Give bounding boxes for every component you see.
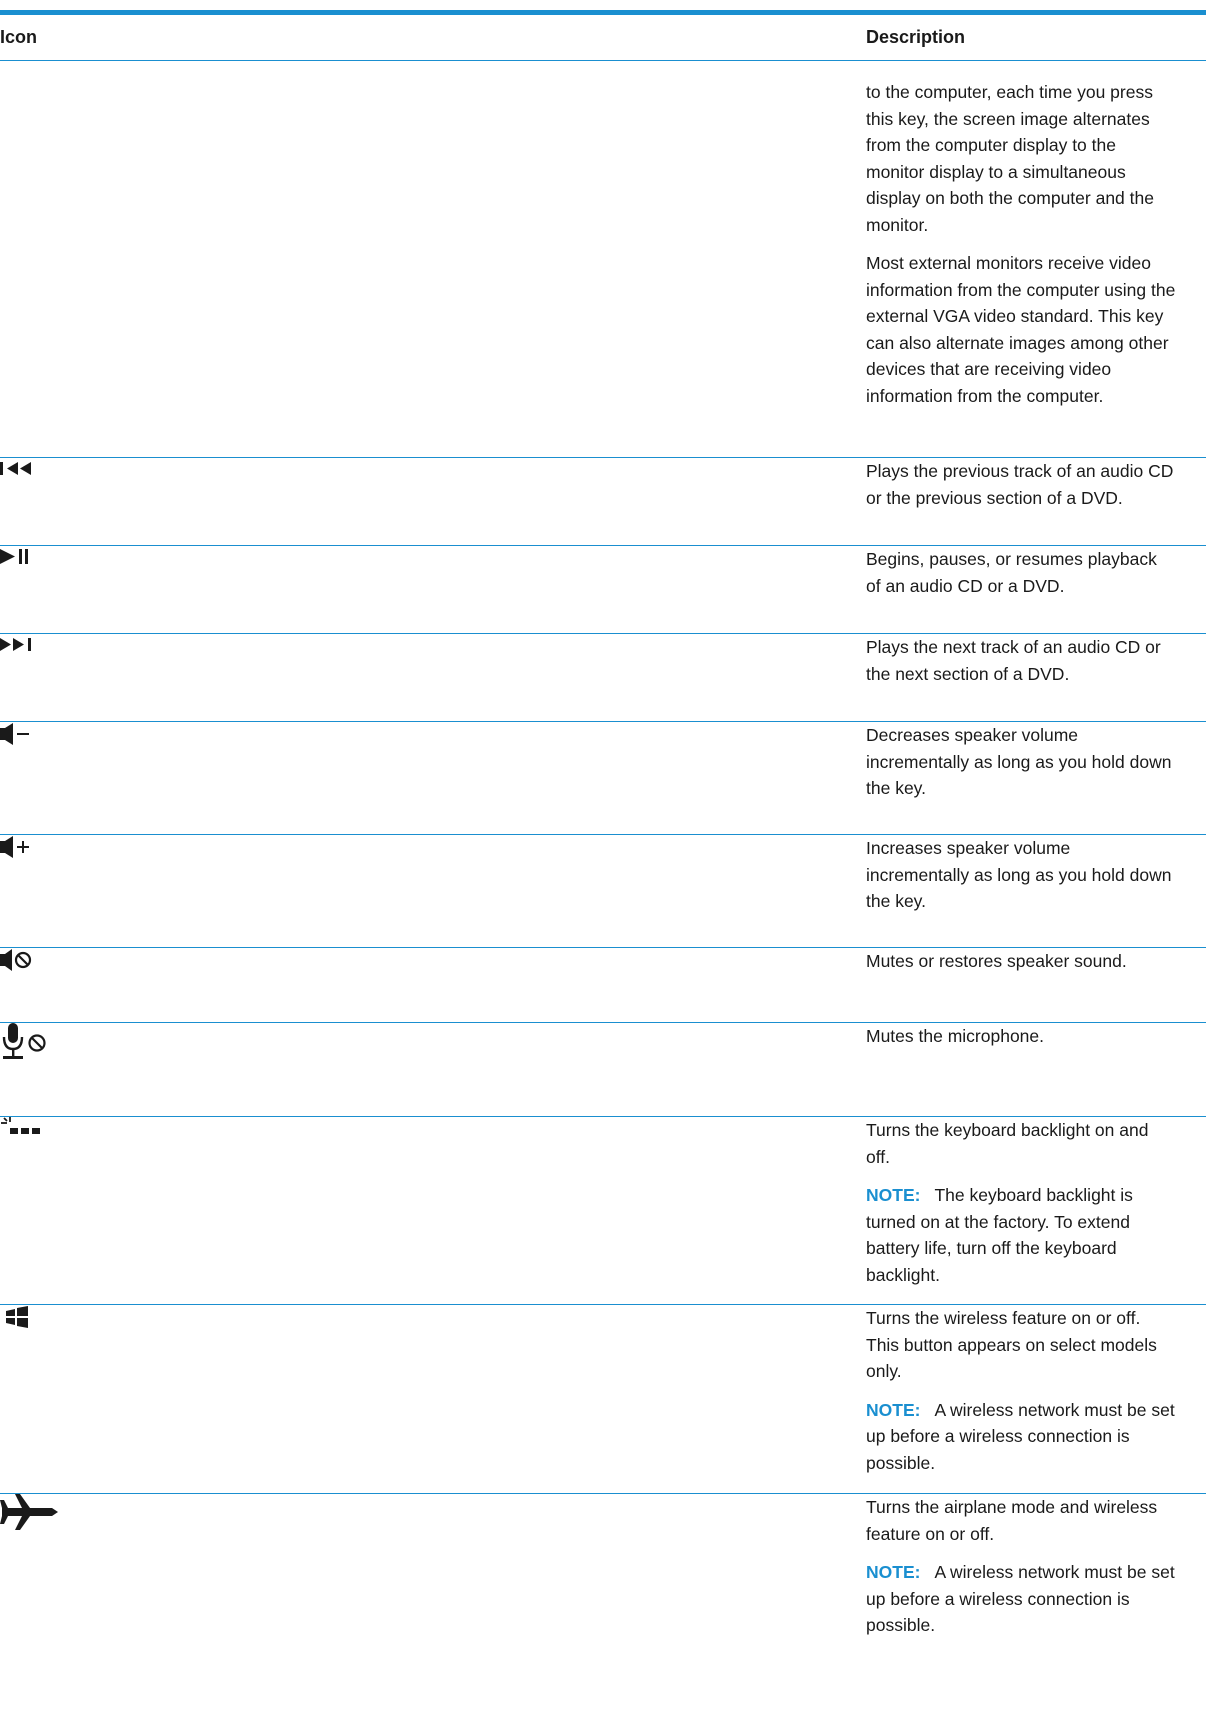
previous-track-icon — [0, 458, 866, 478]
description-cell — [866, 61, 1206, 458]
table-row — [0, 1494, 1206, 1714]
note-paragraph — [866, 1182, 1176, 1288]
icon-cell — [0, 1023, 866, 1117]
table-row — [0, 1117, 1206, 1305]
mute-microphone-icon — [0, 1023, 866, 1063]
mute-speaker-icon — [0, 948, 866, 972]
action-keys-table — [0, 10, 1206, 1714]
note-label: NOTE: — [866, 1185, 920, 1205]
description-cell — [866, 458, 1206, 546]
description-cell — [866, 1117, 1206, 1305]
table-row — [0, 948, 1206, 1023]
table-header-row — [0, 13, 1206, 61]
description-text: Begins, pauses, or resumes playback of an audio CD or a DVD. — [866, 546, 1176, 599]
play-pause-icon — [0, 546, 866, 566]
volume-up-icon — [0, 835, 866, 859]
note-label: NOTE: — [866, 1400, 920, 1420]
icon-cell — [0, 948, 866, 1023]
icon-cell — [0, 835, 866, 948]
table-row — [0, 458, 1206, 546]
table-row — [0, 1023, 1206, 1117]
description-cell — [866, 722, 1206, 835]
description-text: Turns the keyboard backlight on and off. — [866, 1117, 1176, 1170]
description-text: Most external monitors receive video information from the computer using the external VGA video standard. This key can also alternate images among other devices that are receiving video information from the computer. — [866, 250, 1176, 409]
description-text: Plays the next track of an audio CD or the next section of a DVD. — [866, 634, 1176, 687]
airplane-mode-icon — [0, 1494, 866, 1530]
next-track-icon — [0, 634, 866, 654]
icon-cell — [0, 458, 866, 546]
icon-cell — [0, 634, 866, 722]
description-column-header: Description — [866, 13, 1206, 61]
description-cell — [866, 1494, 1206, 1714]
description-text: Mutes the microphone. — [866, 1023, 1176, 1050]
icon-column-header: Icon — [0, 13, 866, 61]
note-text: A wireless network must be set up before a wireless connection is possible. — [866, 1400, 1175, 1473]
table-row — [0, 61, 1206, 458]
description-cell — [866, 1023, 1206, 1117]
description-cell — [866, 835, 1206, 948]
description-text: Turns the airplane mode and wireless feature on or off. — [866, 1494, 1176, 1547]
note-text: A wireless network must be set up before a wireless connection is possible. — [866, 1562, 1175, 1635]
note-text: The keyboard backlight is turned on at the factory. To extend battery life, turn off the keyboard backlight. — [866, 1185, 1133, 1285]
description-cell — [866, 546, 1206, 634]
volume-down-icon — [0, 722, 866, 746]
description-cell — [866, 948, 1206, 1023]
icon-cell — [0, 1117, 866, 1305]
icon-cell — [0, 1494, 866, 1714]
table-row — [0, 1305, 1206, 1494]
description-cell — [866, 634, 1206, 722]
description-text: Plays the previous track of an audio CD or the previous section of a DVD. — [866, 458, 1176, 511]
table-row — [0, 722, 1206, 835]
table-row — [0, 546, 1206, 634]
note-paragraph — [866, 1559, 1176, 1639]
table-row — [0, 634, 1206, 722]
table-row — [0, 835, 1206, 948]
description-text: Increases speaker volume incrementally as long as you hold down the key. — [866, 835, 1176, 915]
note-label: NOTE: — [866, 1562, 920, 1582]
description-text: Turns the wireless feature on or off. This button appears on select models only. — [866, 1305, 1176, 1385]
description-cell — [866, 1305, 1206, 1494]
icon-cell — [0, 1305, 866, 1494]
description-text: Mutes or restores speaker sound. — [866, 948, 1176, 975]
icon-cell — [0, 546, 866, 634]
note-paragraph — [866, 1397, 1176, 1477]
description-text: to the computer, each time you press this key, the screen image alternates from the computer display to the monitor display to a simultaneous display on both the computer and the monitor. — [866, 79, 1176, 238]
icon-cell — [0, 61, 866, 458]
keyboard-backlight-icon — [0, 1117, 866, 1137]
description-text: Decreases speaker volume incrementally as long as you hold down the key. — [866, 722, 1176, 802]
icon-cell — [0, 722, 866, 835]
wireless-icon — [0, 1305, 866, 1329]
